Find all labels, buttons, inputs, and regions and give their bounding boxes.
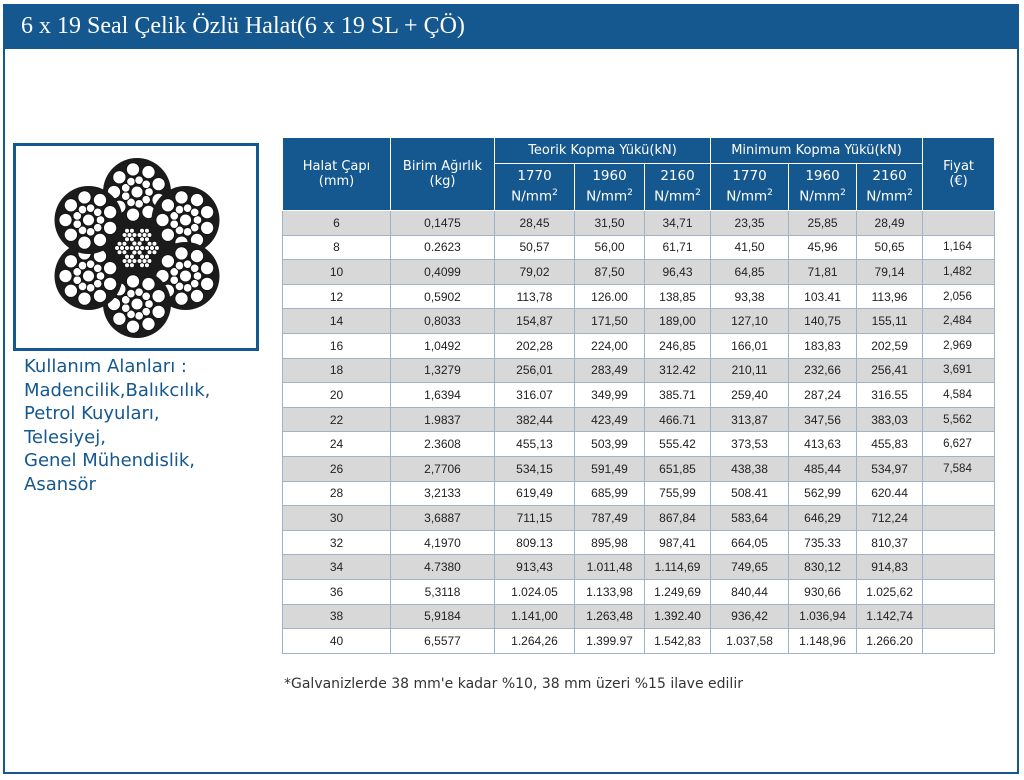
table-row <box>283 604 995 629</box>
table-cell: 485,44 <box>789 456 857 481</box>
table-cell: 508.41 <box>711 481 789 506</box>
table-cell: 113,96 <box>857 284 923 309</box>
table-cell: 126.00 <box>575 284 645 309</box>
table-cell: 1.399.97 <box>575 629 645 654</box>
table-cell: 23,35 <box>711 211 789 236</box>
table-cell: 10 <box>283 260 391 285</box>
table-cell: 155,11 <box>857 309 923 334</box>
table-cell: 749,65 <box>711 555 789 580</box>
table-cell: 830,12 <box>789 555 857 580</box>
table-cell: 534,15 <box>495 456 575 481</box>
table-cell: 646,29 <box>789 506 857 531</box>
table-cell <box>923 629 995 654</box>
usage-heading: Kullanım Alanları : <box>24 356 187 377</box>
table-row <box>283 481 995 506</box>
table-cell: 914,83 <box>857 555 923 580</box>
table-cell: 45,96 <box>789 235 857 260</box>
header-minimum-breaking-load: Minimum Kopma Yükü(kN) <box>711 138 923 164</box>
table-row <box>283 358 995 383</box>
table-cell: 1,6394 <box>391 383 495 408</box>
table-cell: 712,24 <box>857 506 923 531</box>
table-row <box>283 629 995 654</box>
table-cell: 987,41 <box>645 530 711 555</box>
table-cell: 210,11 <box>711 358 789 383</box>
rope-cross-section-figure <box>13 143 259 351</box>
table-cell: 283,49 <box>575 358 645 383</box>
table-row <box>283 211 995 236</box>
grade-header-minimum: 2160 $N/mm^2$ <box>857 164 923 211</box>
usage-line: Genel Mühendislik, <box>24 450 196 472</box>
table-cell: 22 <box>283 407 391 432</box>
table-cell: 5,3118 <box>391 579 495 604</box>
table-cell: 28,45 <box>495 211 575 236</box>
table-cell: 14 <box>283 309 391 334</box>
table-cell: 711,15 <box>495 506 575 531</box>
table-cell: 583,64 <box>711 506 789 531</box>
table-cell: 34,71 <box>645 211 711 236</box>
table-cell: 349,99 <box>575 383 645 408</box>
table-cell: 2,969 <box>923 333 995 358</box>
table-cell: 50,65 <box>857 235 923 260</box>
table-cell: 466.71 <box>645 407 711 432</box>
page-title: 6 x 19 Seal Çelik Özlü Halat(6 x 19 SL + ÇÖ) <box>21 13 465 39</box>
table-cell: 0,1475 <box>391 211 495 236</box>
table-cell: 0,5902 <box>391 284 495 309</box>
table-cell: 25,85 <box>789 211 857 236</box>
table-cell: 562,99 <box>789 481 857 506</box>
table-cell: 256,01 <box>495 358 575 383</box>
table-cell: 1.133,98 <box>575 579 645 604</box>
table-cell: 4.7380 <box>391 555 495 580</box>
header-price: Fiyat (€) <box>923 138 995 211</box>
table-cell: 12 <box>283 284 391 309</box>
table-cell: 224,00 <box>575 333 645 358</box>
table-cell: 103.41 <box>789 284 857 309</box>
usage-line: Telesiyej, <box>24 426 106 448</box>
table-cell: 5,9184 <box>391 604 495 629</box>
table-cell: 1,3279 <box>391 358 495 383</box>
table-row <box>283 407 995 432</box>
table-cell <box>923 211 995 236</box>
table-cell: 202,28 <box>495 333 575 358</box>
table-cell: 2,056 <box>923 284 995 309</box>
table-cell: 6,5577 <box>391 629 495 654</box>
table-cell: 1.114,69 <box>645 555 711 580</box>
table-cell: 50,57 <box>495 235 575 260</box>
table-cell <box>923 555 995 580</box>
table-cell: 664,05 <box>711 530 789 555</box>
table-cell: 7,584 <box>923 456 995 481</box>
table-cell: 256,41 <box>857 358 923 383</box>
table-row <box>283 579 995 604</box>
table-cell: 56,00 <box>575 235 645 260</box>
table-row <box>283 456 995 481</box>
table-cell: 2,484 <box>923 309 995 334</box>
table-cell: 5,562 <box>923 407 995 432</box>
table-cell: 1,164 <box>923 235 995 260</box>
table-cell: 154,87 <box>495 309 575 334</box>
usage-line: Asansör <box>24 473 96 495</box>
table-cell: 16 <box>283 333 391 358</box>
spec-table <box>282 137 995 654</box>
table-cell: 438,38 <box>711 456 789 481</box>
table-cell: 138,85 <box>645 284 711 309</box>
header-diameter: Halat Çapı (mm) <box>283 138 391 211</box>
table-cell: 913,43 <box>495 555 575 580</box>
table-cell: 413,63 <box>789 432 857 457</box>
table-cell: 259,40 <box>711 383 789 408</box>
table-cell: 0,4099 <box>391 260 495 285</box>
table-cell: 127,10 <box>711 309 789 334</box>
table-cell: 20 <box>283 383 391 408</box>
table-cell: 96,43 <box>645 260 711 285</box>
table-row <box>283 530 995 555</box>
table-cell: 651,85 <box>645 456 711 481</box>
table-cell: 312.42 <box>645 358 711 383</box>
table-cell: 316.55 <box>857 383 923 408</box>
table-cell: 382,44 <box>495 407 575 432</box>
table-cell <box>923 506 995 531</box>
table-cell: 41,50 <box>711 235 789 260</box>
table-cell: 735.33 <box>789 530 857 555</box>
table-cell: 79,02 <box>495 260 575 285</box>
table-cell <box>923 481 995 506</box>
table-cell: 685,99 <box>575 481 645 506</box>
table-cell: 1.266.20 <box>857 629 923 654</box>
table-cell: 423,49 <box>575 407 645 432</box>
table-cell: 840,44 <box>711 579 789 604</box>
table-cell: 930,66 <box>789 579 857 604</box>
table-cell: 867,84 <box>645 506 711 531</box>
table-cell: 2,7706 <box>391 456 495 481</box>
rope-cross-section-icon <box>42 153 232 343</box>
table-cell: 3,6887 <box>391 506 495 531</box>
usage-areas <box>24 355 264 497</box>
table-cell: 1.263,48 <box>575 604 645 629</box>
header-theoretical-breaking-load: Teorik Kopma Yükü(kN) <box>495 138 711 164</box>
table-cell: 809.13 <box>495 530 575 555</box>
table-cell: 619,49 <box>495 481 575 506</box>
table-cell: 40 <box>283 629 391 654</box>
table-row <box>283 555 995 580</box>
table-cell: 93,38 <box>711 284 789 309</box>
table-cell: 1.037,58 <box>711 629 789 654</box>
table-cell: 755,99 <box>645 481 711 506</box>
grade-header-theoretical: 2160 $N/mm^2$ <box>645 164 711 211</box>
table-cell: 28,49 <box>857 211 923 236</box>
table-cell: 455,83 <box>857 432 923 457</box>
table-cell: 1.542,83 <box>645 629 711 654</box>
table-cell: 936,42 <box>711 604 789 629</box>
table-cell: 113,78 <box>495 284 575 309</box>
table-cell: 6,627 <box>923 432 995 457</box>
table-cell: 1.148,96 <box>789 629 857 654</box>
table-cell: 4,584 <box>923 383 995 408</box>
table-cell: 1,0492 <box>391 333 495 358</box>
table-row <box>283 333 995 358</box>
grade-header-minimum: 1960 $N/mm^2$ <box>789 164 857 211</box>
table-cell: 246,85 <box>645 333 711 358</box>
table-cell: 591,49 <box>575 456 645 481</box>
table-row <box>283 284 995 309</box>
grade-header-theoretical: 1960 $N/mm^2$ <box>575 164 645 211</box>
footnote: *Galvanizlerde 38 mm'e kadar %10, 38 mm üzeri %15 ilave edilir <box>284 676 743 692</box>
table-cell: 6 <box>283 211 391 236</box>
table-cell: 31,50 <box>575 211 645 236</box>
table-cell: 313,87 <box>711 407 789 432</box>
table-cell: 18 <box>283 358 391 383</box>
grade-header-minimum: 1770 $N/mm^2$ <box>711 164 789 211</box>
table-cell: 373,53 <box>711 432 789 457</box>
table-cell: 287,24 <box>789 383 857 408</box>
grade-header-theoretical: 1770 $N/mm^2$ <box>495 164 575 211</box>
table-row <box>283 383 995 408</box>
table-cell: 385.71 <box>645 383 711 408</box>
table-cell: 787,49 <box>575 506 645 531</box>
table-cell: 232,66 <box>789 358 857 383</box>
table-cell: 189,00 <box>645 309 711 334</box>
table-cell: 1.249,69 <box>645 579 711 604</box>
table-cell: 1.036,94 <box>789 604 857 629</box>
table-cell: 3,691 <box>923 358 995 383</box>
table-cell: 383,03 <box>857 407 923 432</box>
table-cell: 1.025,62 <box>857 579 923 604</box>
table-cell: 455,13 <box>495 432 575 457</box>
table-row <box>283 506 995 531</box>
table-cell: 1,482 <box>923 260 995 285</box>
table-cell: 34 <box>283 555 391 580</box>
table-cell: 347,56 <box>789 407 857 432</box>
table-row <box>283 432 995 457</box>
table-cell: 895,98 <box>575 530 645 555</box>
table-cell: 4,1970 <box>391 530 495 555</box>
table-cell: 503,99 <box>575 432 645 457</box>
table-cell: 0,8033 <box>391 309 495 334</box>
table-cell: 32 <box>283 530 391 555</box>
table-cell: 36 <box>283 579 391 604</box>
table-cell: 1.011,48 <box>575 555 645 580</box>
header-weight: Birim Ağırlık (kg) <box>391 138 495 211</box>
table-cell <box>923 604 995 629</box>
table-cell: 555.42 <box>645 432 711 457</box>
table-cell: 0.2623 <box>391 235 495 260</box>
table-cell: 183,83 <box>789 333 857 358</box>
table-cell: 1.9837 <box>391 407 495 432</box>
table-cell: 1.141,00 <box>495 604 575 629</box>
table-cell: 87,50 <box>575 260 645 285</box>
table-cell: 24 <box>283 432 391 457</box>
table-row <box>283 235 995 260</box>
usage-line: Madencilik,Balıkcılık, <box>24 379 211 401</box>
table-cell: 1.392.40 <box>645 604 711 629</box>
table-cell: 64,85 <box>711 260 789 285</box>
table-cell: 810,37 <box>857 530 923 555</box>
table-cell: 38 <box>283 604 391 629</box>
table-cell: 140,75 <box>789 309 857 334</box>
table-cell: 202,59 <box>857 333 923 358</box>
table-cell: 61,71 <box>645 235 711 260</box>
table-cell: 316.07 <box>495 383 575 408</box>
table-cell: 2.3608 <box>391 432 495 457</box>
table-cell: 171,50 <box>575 309 645 334</box>
table-cell: 8 <box>283 235 391 260</box>
table-row <box>283 260 995 285</box>
table-cell <box>923 530 995 555</box>
table-cell: 1.264,26 <box>495 629 575 654</box>
table-cell: 620.44 <box>857 481 923 506</box>
table-row <box>283 309 995 334</box>
table-cell <box>923 579 995 604</box>
table-cell: 1.142,74 <box>857 604 923 629</box>
table-cell: 28 <box>283 481 391 506</box>
usage-line: Petrol Kuyuları, <box>24 403 160 425</box>
table-cell: 3,2133 <box>391 481 495 506</box>
table-cell: 79,14 <box>857 260 923 285</box>
table-cell: 26 <box>283 456 391 481</box>
table-cell: 30 <box>283 506 391 531</box>
table-cell: 534,97 <box>857 456 923 481</box>
table-cell: 1.024.05 <box>495 579 575 604</box>
table-cell: 71,81 <box>789 260 857 285</box>
table-cell: 166,01 <box>711 333 789 358</box>
